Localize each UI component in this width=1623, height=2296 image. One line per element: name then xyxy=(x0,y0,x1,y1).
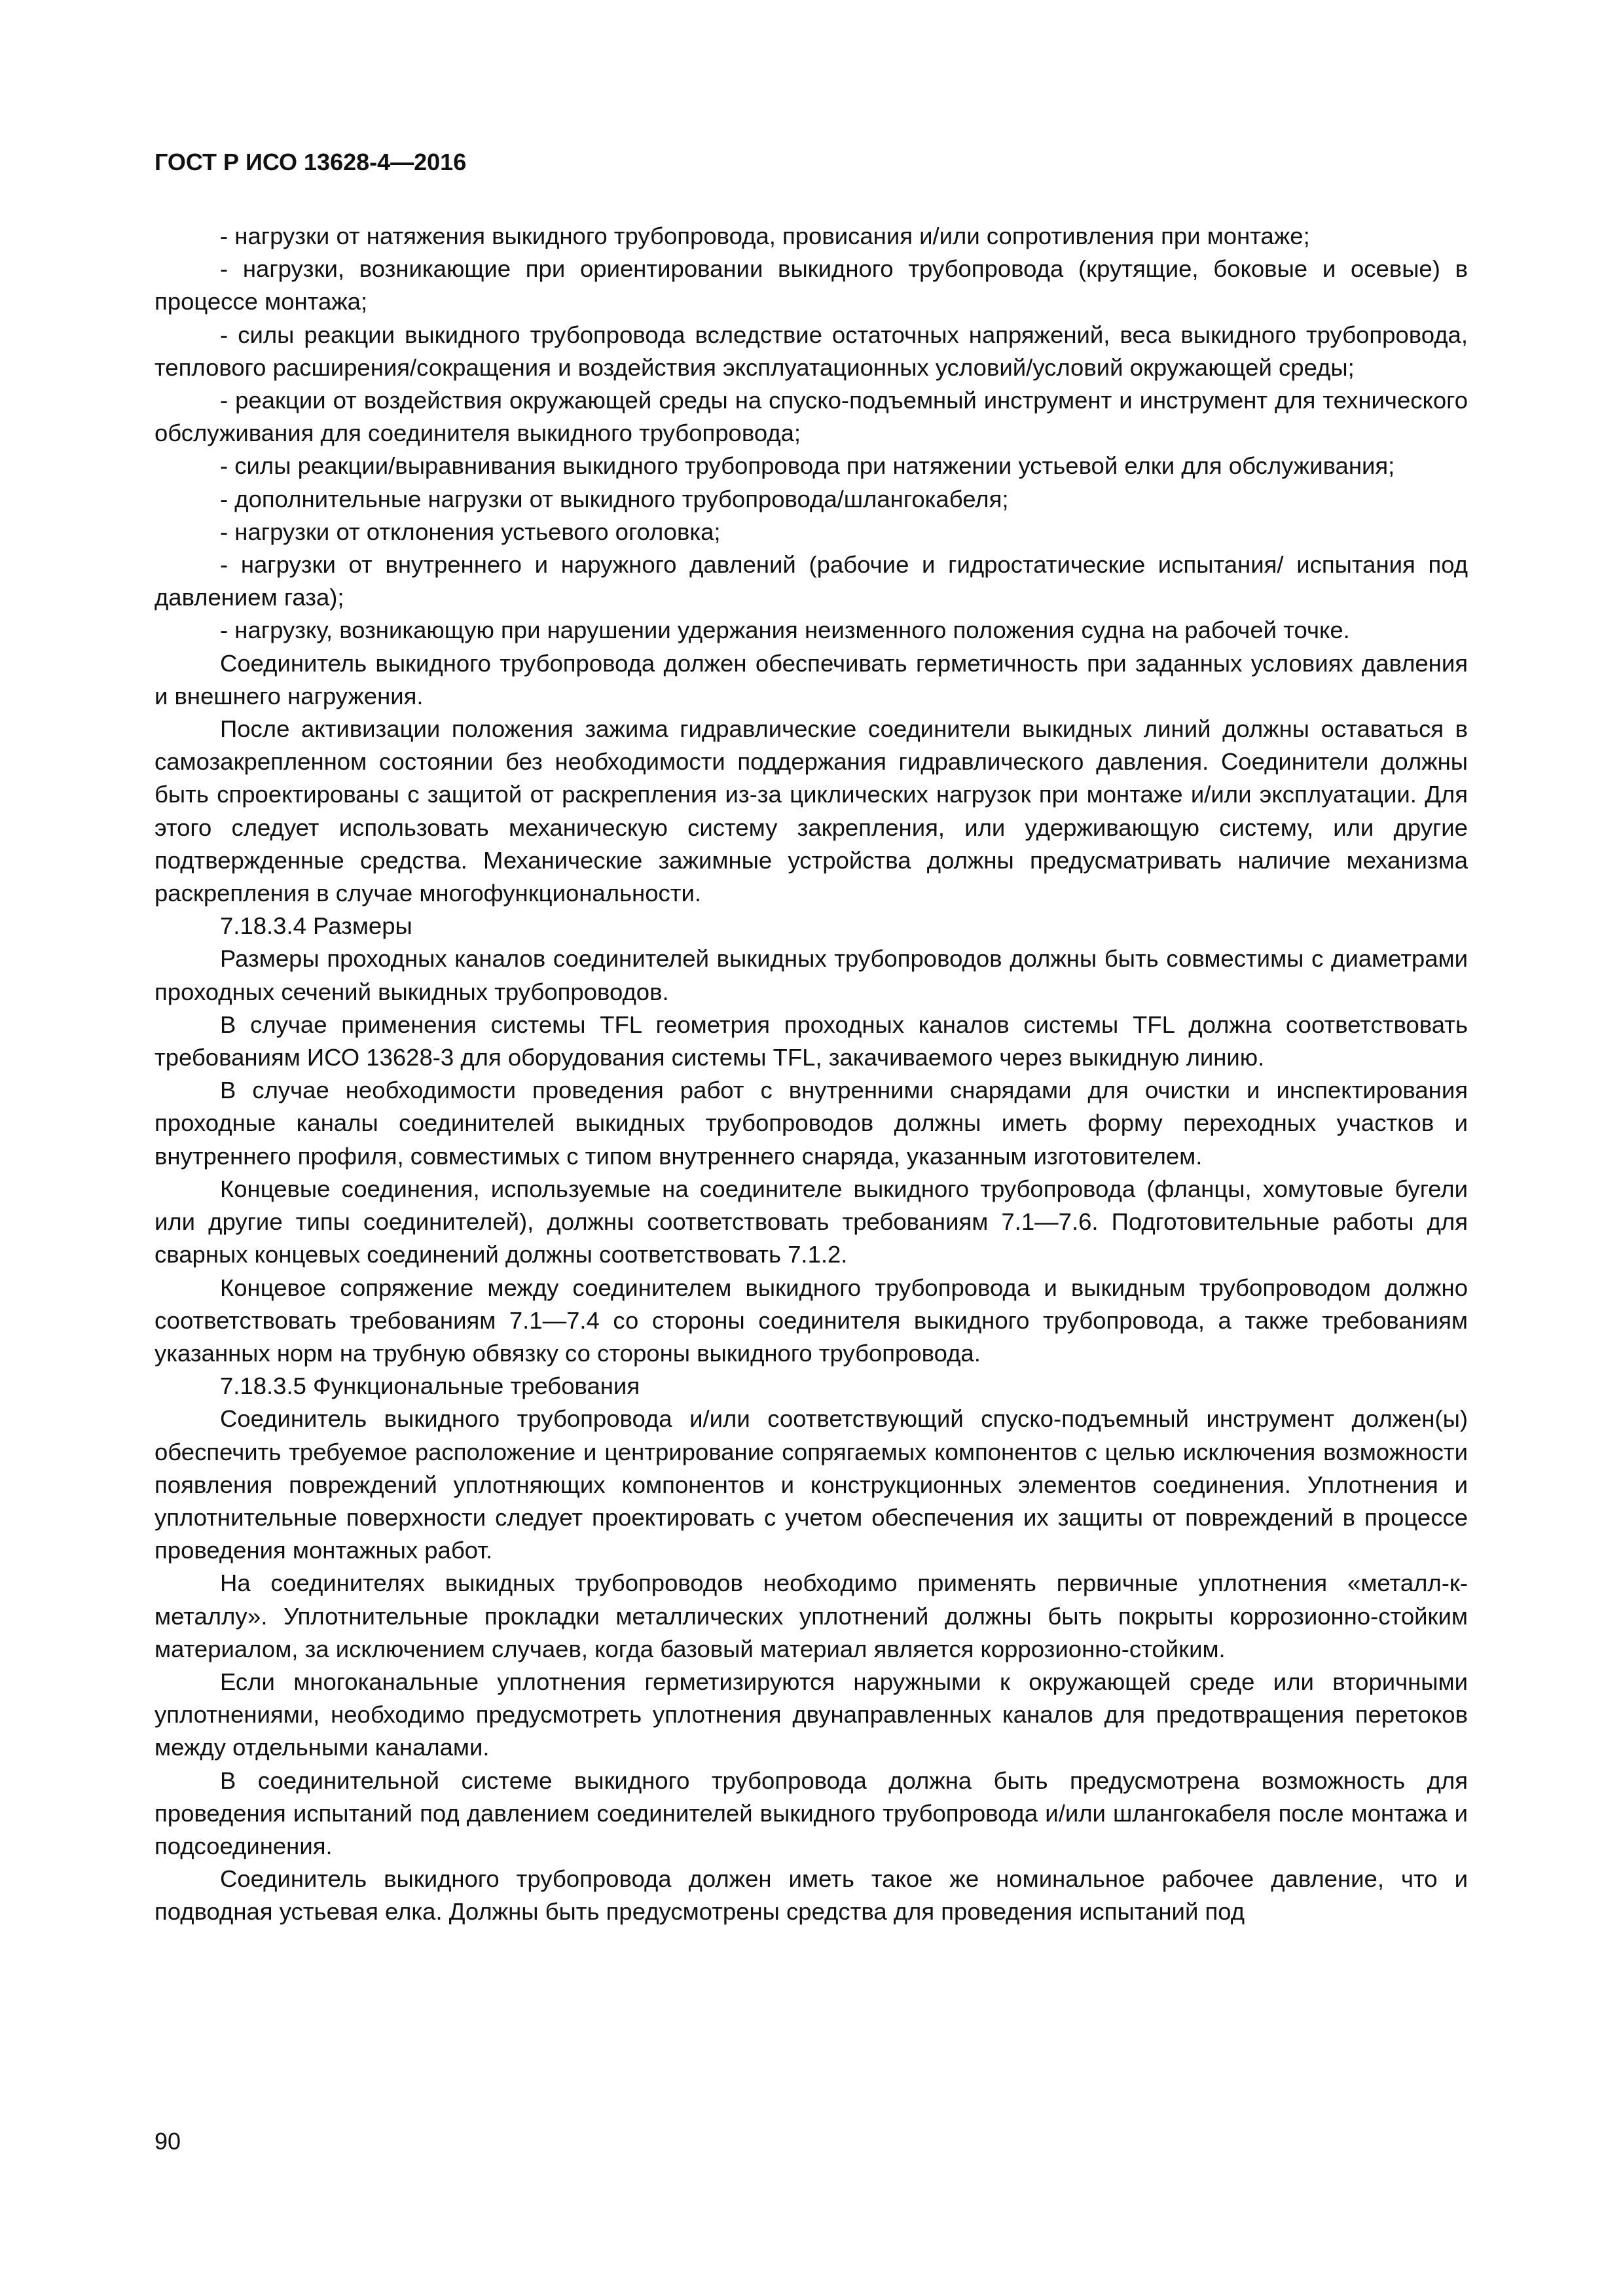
paragraph: - нагрузки от внутреннего и наружного давлений (рабочие и гидростатические испытания/ испытания под давлением газа); xyxy=(155,551,1468,611)
paragraph: Размеры проходных каналов соединителей выкидных трубопроводов должны быть совместимы с диаметрами проходных сечений выкидных трубопроводов. xyxy=(155,945,1468,1005)
paragraph: - нагрузки, возникающие при ориентировании выкидного трубопровода (крутящие, боковые и осевые) в процессе монтажа; xyxy=(155,255,1468,315)
paragraph: В случае применения системы TFL геометрия проходных каналов системы TFL должна соответствовать требованиям ИСО 13628-3 для оборудования системы TFL, закачиваемого через выкидную линию. xyxy=(155,1011,1468,1071)
paragraph: - реакции от воздействия окружающей среды на спуско-подъемный инструмент и инструмент для технического обслуживания для соединителя выкидного трубопровода; xyxy=(155,387,1468,447)
document-header: ГОСТ Р ИСО 13628-4—2016 xyxy=(155,149,467,175)
paragraph: Если многоканальные уплотнения герметизируются наружными к окружающей среде или вторичными уплотнениями, необходимо предусмотреть уплотнения двунаправленных каналов для предотвращения перетоков между отдельными каналами. xyxy=(155,1668,1468,1761)
paragraph: Соединитель выкидного трубопровода должен иметь такое же номинальное рабочее давление, что и подводная устьевая елка. Должны быть предусмотрены средства для проведения испытаний под xyxy=(155,1865,1468,1926)
paragraph: - дополнительные нагрузки от выкидного трубопровода/шлангокабеля; xyxy=(220,485,1009,512)
paragraph: В соединительной системе выкидного трубопровода должна быть предусмотрена возможность для проведения испытаний под давлением соединителей выкидного трубопровода и/или шлангокабеля после монтажа и подсоединения. xyxy=(155,1767,1468,1859)
paragraph: - нагрузки от отклонения устьевого оголовка; xyxy=(220,518,721,545)
paragraph: Концевое сопряжение между соединителем выкидного трубопровода и выкидным трубопроводом должно соответствовать требованиям 7.1—7.4 со стороны соединителя выкидного трубопровода, а также требованиям указанных норм на трубную обвязку со стороны выкидного трубопровода. xyxy=(155,1274,1468,1367)
body-text xyxy=(155,220,1468,1929)
paragraph: - силы реакции/выравнивания выкидного трубопровода при натяжении устьевой елки для обслуживания; xyxy=(220,452,1395,480)
paragraph: На соединителях выкидных трубопроводов необходимо применять первичные уплотнения «металл-к-металлу». Уплотнительные прокладки металлических уплотнений должны быть покрыты коррозионно-стойким материалом, за исключением случаев, когда базовый материал является коррозионно-стойким. xyxy=(155,1570,1468,1662)
paragraph: - силы реакции выкидного трубопровода вследствие остаточных напряжений, веса выкидного трубопровода, теплового расширения/сокращения и воздействия эксплуатационных условий/условий окружающей среды; xyxy=(155,321,1468,381)
paragraph: - нагрузку, возникающую при нарушении удержания неизменного положения судна на рабочей точке. xyxy=(220,617,1350,644)
paragraph: Соединитель выкидного трубопровода и/или соответствующий спуско-подъемный инструмент должен(ы) обеспечить требуемое расположение и центрирование сопрягаемых компонентов с целью исключения возможности появления повреждений уплотняющих компонентов и конструкционных элементов соединения. Уплотнения и уплотнительные поверхности следует проектировать с учетом обеспечения их защиты от повреждений в процессе проведения монтажных работ. xyxy=(155,1405,1468,1564)
paragraph: - нагрузки от натяжения выкидного трубопровода, провисания и/или сопротивления при монтаже; xyxy=(220,223,1310,249)
page-number: 90 xyxy=(155,2128,181,2155)
paragraph: В случае необходимости проведения работ с внутренними снарядами для очистки и инспектирования проходные каналы соединителей выкидных трубопроводов должны иметь форму переходных участков и внутреннего профиля, совместимых с типом внутреннего снаряда, указанным изготовителем. xyxy=(155,1077,1468,1170)
paragraph: Концевые соединения, используемые на соединителе выкидного трубопровода (фланцы, хомутовые бугели или другие типы соединителей), должны соответствовать требованиям 7.1—7.6. Подготовительные работы для сварных концевых соединений должны соответствовать 7.1.2. xyxy=(155,1175,1468,1268)
paragraph: После активизации положения зажима гидравлические соединители выкидных линий должны оставаться в самозакрепленном состоянии без необходимости поддержания гидравлического давления. Соединители должны быть спроектированы с защитой от раскрепления из-за циклических нагрузок при монтаже и/или эксплуатации. Для этого следует использовать механическую систему закрепления, или удерживающую систему, или другие подтвержденные средства. Механические зажимные устройства должны предусматривать наличие механизма раскрепления в случае многофункциональности. xyxy=(155,715,1468,907)
paragraph: 7.18.3.4 Размеры xyxy=(220,912,412,940)
paragraph: Соединитель выкидного трубопровода должен обеспечивать герметичность при заданных условиях давления и внешнего нагружения. xyxy=(155,649,1468,709)
paragraph: 7.18.3.5 Функциональные требования xyxy=(220,1372,640,1400)
